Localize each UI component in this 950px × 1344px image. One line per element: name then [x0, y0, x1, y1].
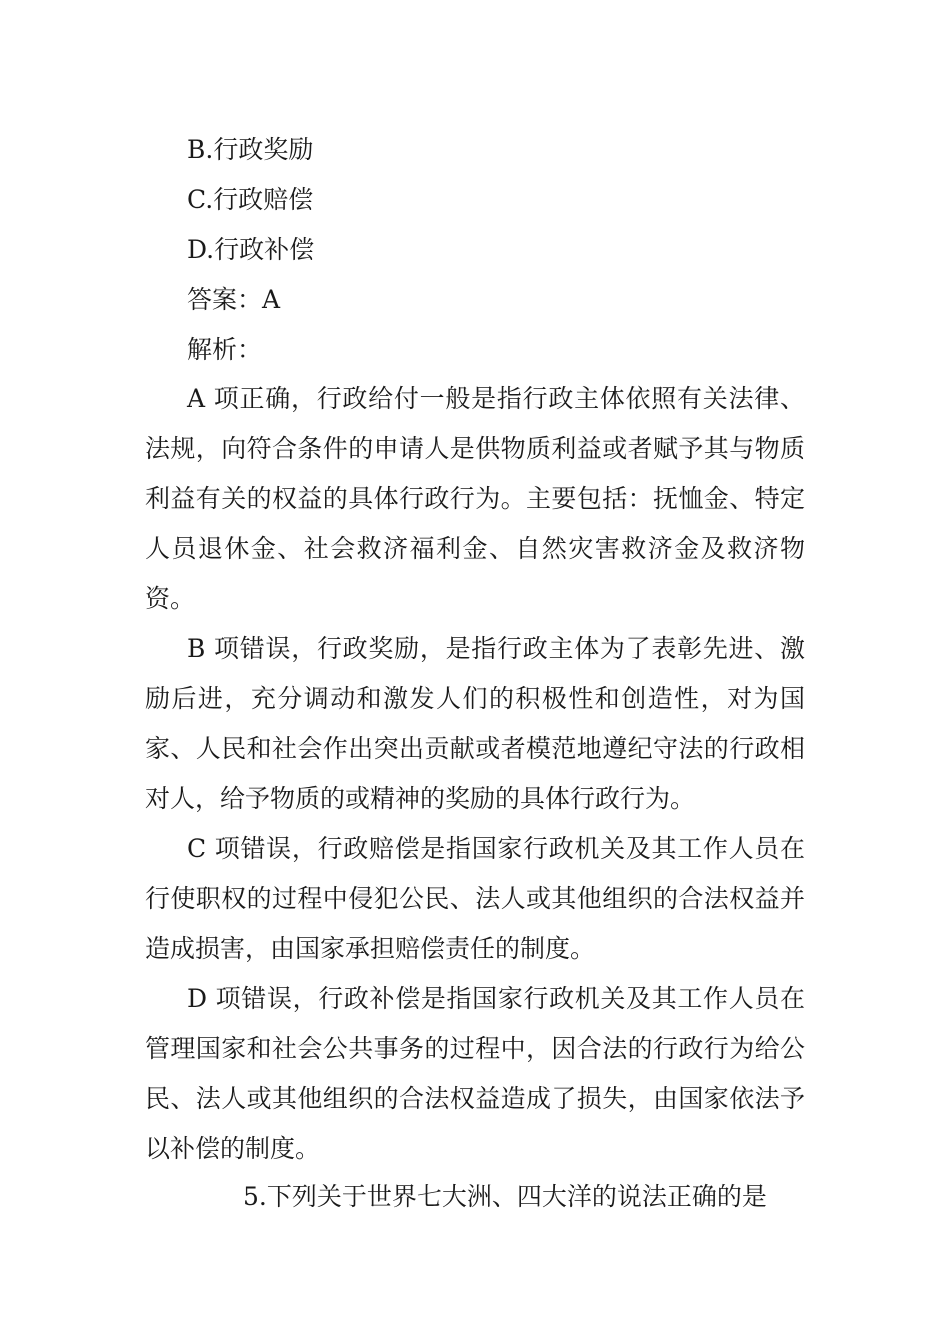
answer-line: 答案：A — [187, 285, 281, 314]
analysis-paragraph-c: C 项错误，行政赔偿是指国家行政机关及其工作人员在行使职权的过程中侵犯公民、法人或其他组织的合法权益并造成损害，由国家承担赔偿责任的制度。 — [145, 834, 805, 963]
option-c: C.行政赔偿 — [187, 185, 314, 214]
analysis-label: 解析： — [187, 335, 263, 364]
analysis-paragraph-b: B 项错误，行政奖励，是指行政主体为了表彰先进、激励后进，充分调动和激发人们的积极性和创造性，对为国家、人民和社会作出突出贡献或者模范地遵纪守法的行政相对人，给予物质的或精神的奖励的具体行政行为。 — [145, 634, 805, 813]
next-question: 5.下列关于世界七大洲、四大洋的说法正确的是 — [243, 1182, 767, 1211]
analysis-paragraph-d: D 项错误，行政补偿是指国家行政机关及其工作人员在管理国家和社会公共事务的过程中，因合法的行政行为给公民、法人或其他组织的合法权益造成了损失，由国家依法予以补偿的制度。 — [145, 984, 805, 1163]
analysis-paragraph-a: A 项正确，行政给付一般是指行政主体依照有关法律、法规，向符合条件的申请人是供物质利益或者赋予其与物质利益有关的权益的具体行政行为。主要包括：抚恤金、特定人员退休金、社会救济福利金、自然灾害救济金及救济物资。 — [145, 384, 805, 613]
option-b: B.行政奖励 — [187, 135, 314, 164]
option-d: D.行政补偿 — [187, 235, 315, 264]
